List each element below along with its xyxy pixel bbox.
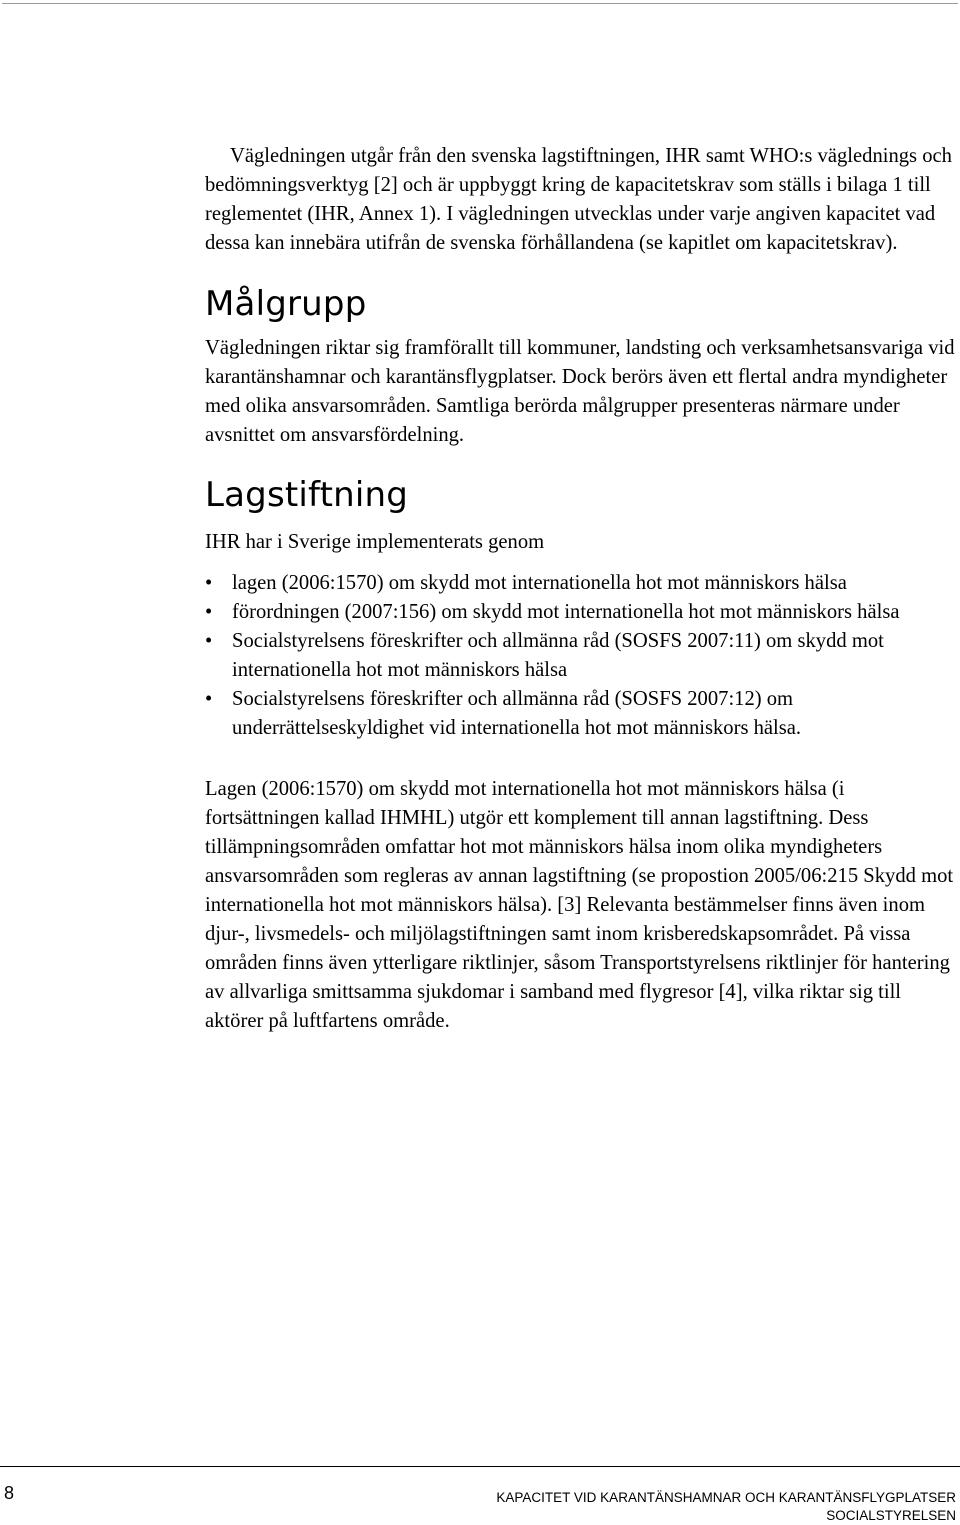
- document-page: [205, 142, 957, 1036]
- intro-paragraph: Vägledningen utgår från den svenska lagstiftningen, IHR samt WHO:s väglednings och bedömningsverktyg [2] och är uppbyggt kring de kapacitetskrav som ställs i bilaga 1 till reglementet (IHR, Annex 1). I vägledningen utvecklas under varje angiven kapacitet vad dessa kan innebära utifrån de svenska förhållandena (se kapitlet om kapacitetskrav).: [205, 145, 952, 254]
- bullet-icon: •: [205, 572, 213, 594]
- malgrupp-heading: Målgrupp: [205, 284, 367, 324]
- top-divider: [2, 3, 958, 4]
- lagstiftning-heading: Lagstiftning: [205, 475, 409, 515]
- list-item: [205, 685, 957, 743]
- list-item-text: Socialstyrelsens föreskrifter och allmänna råd (SOSFS 2007:11) om skydd mot internationella hot mot människors hälsa: [232, 630, 884, 681]
- footer-organization: SOCIALSTYRELSEN: [826, 1508, 956, 1523]
- footer-divider: [0, 1466, 960, 1467]
- lagstiftning-paragraph: Lagen (2006:1570) om skydd mot internationella hot mot människors hälsa (i fortsättningen kallad IHMHL) utgör ett komplement till annan lagstiftning. Dess tillämpningsområden omfattar hot mot människors hälsa inom olika myndigheters ansvarsområden som regleras av annan lagstiftning (se propostion 2005/06:215 Skydd mot internationella hot mot människors hälsa). [3] Relevanta bestämmelser finns även inom djur-, livsmedels- och miljölagstiftningen samt inom krisberedskapsområdet. På vissa områden finns även ytterligare riktlinjer, såsom Transportstyrelsens riktlinjer för hantering av allvarliga smittsamma sjukdomar i samband med flygresor [4], vilka riktar sig till aktörer på luftfartens område.: [205, 778, 954, 1032]
- list-item: [205, 569, 957, 598]
- list-item-text: Socialstyrelsens föreskrifter och allmänna råd (SOSFS 2007:12) om underrättelseskyldighet vid internationella hot mot människors hälsa.: [232, 688, 802, 739]
- section-malgrupp: [205, 283, 957, 450]
- list-item-text: förordningen (2007:156) om skydd mot internationella hot mot människors hälsa: [232, 601, 900, 623]
- section-lagstiftning: [205, 474, 957, 1036]
- malgrupp-paragraph: Vägledningen riktar sig framförallt till kommuner, landsting och verksamhetsansvariga vid karantänshamnar och karantänsflygplatser. Dock berörs även ett flertal andra myndigheter med olika ansvarsområden. Samtliga berörda målgrupper presenteras närmare under avsnittet om ansvarsfördelning.: [205, 337, 955, 446]
- list-item: [205, 627, 957, 685]
- bullet-icon: •: [205, 630, 213, 652]
- lagstiftning-lead: IHR har i Sverige implementerats genom: [205, 531, 545, 553]
- list-item-text: lagen (2006:1570) om skydd mot internationella hot mot människors hälsa: [232, 572, 847, 594]
- bullet-icon: •: [205, 688, 213, 710]
- legislation-list: [205, 569, 957, 743]
- footer-document-title: KAPACITET VID KARANTÄNSHAMNAR OCH KARANTÄNSFLYGPLATSER: [496, 1490, 956, 1505]
- list-item: [205, 598, 957, 627]
- bullet-icon: •: [205, 601, 213, 623]
- page-number: 8: [4, 1483, 15, 1503]
